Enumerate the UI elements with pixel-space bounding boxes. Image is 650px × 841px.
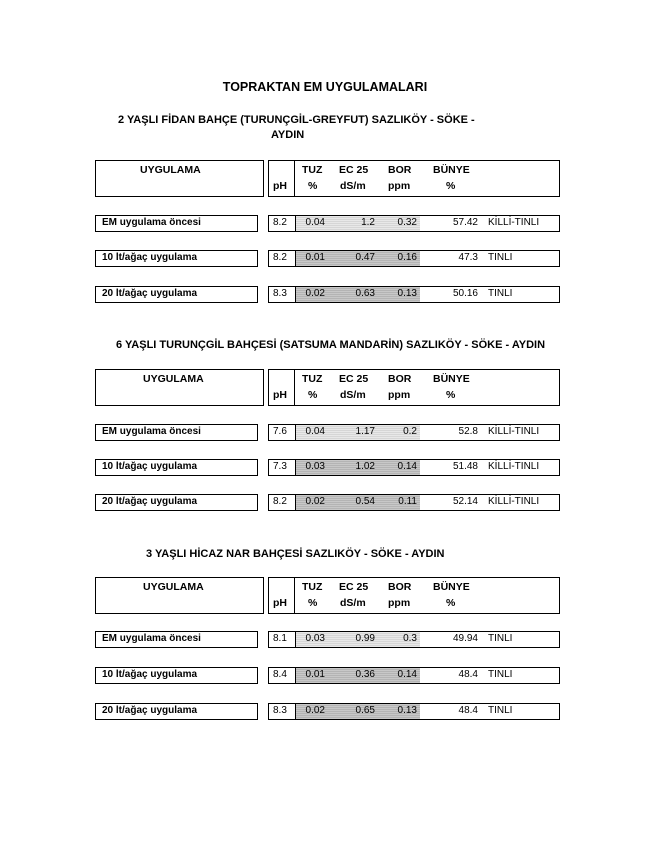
row-label: 20 lt/ağaç uygulama xyxy=(102,705,198,716)
cell-ec: 0.47 xyxy=(355,252,375,263)
cell-texture: KİLLİ-TINLI xyxy=(488,426,540,437)
header-tuz-unit: % xyxy=(308,389,318,401)
cell-bor: 0.13 xyxy=(397,288,417,299)
table-row-label-box xyxy=(95,631,258,648)
section-title: 3 YAŞLI HİCAZ NAR BAHÇESİ SAZLIKÖY - SÖKE - AYDIN xyxy=(146,548,445,560)
table-row-label-box xyxy=(95,424,258,441)
row-label: 10 lt/ağaç uygulama xyxy=(102,461,198,472)
header-tuz-unit: % xyxy=(308,180,318,192)
table-row-label-box xyxy=(95,286,258,303)
cell-texture: KİLLİ-TINLI xyxy=(488,461,540,472)
header-bor-unit: ppm xyxy=(388,180,411,192)
cell-bor: 0.14 xyxy=(397,461,417,472)
cell-bor: 0.3 xyxy=(403,633,417,644)
cell-tuz: 0.04 xyxy=(305,217,325,228)
header-bunye: BÜNYE xyxy=(433,581,470,593)
cell-tuz: 0.01 xyxy=(305,669,325,680)
page-title: TOPRAKTAN EM UYGULAMALARI xyxy=(222,80,428,94)
cell-tuz: 0.01 xyxy=(305,252,325,263)
table-row xyxy=(268,459,560,476)
header-tuz-unit: % xyxy=(308,597,318,609)
section-title-line2: AYDIN xyxy=(271,129,305,141)
row-label: EM uygulama öncesi xyxy=(102,217,201,228)
cell-ec: 0.36 xyxy=(355,669,375,680)
cell-tuz: 0.03 xyxy=(305,461,325,472)
header-bunye-unit: % xyxy=(446,180,456,192)
cell-tuz: 0.03 xyxy=(305,633,325,644)
table-row xyxy=(268,494,560,511)
table-row-label-box xyxy=(95,215,258,232)
header-uygulama: UYGULAMA xyxy=(140,164,201,176)
header-tuz: TUZ xyxy=(302,581,323,593)
table-row xyxy=(268,215,560,232)
cell-ec: 1.2 xyxy=(361,217,375,228)
header-divider xyxy=(294,577,295,614)
cell-bunye: 50.16 xyxy=(452,288,478,299)
cell-texture: KİLLİ-TINLI xyxy=(488,496,540,507)
header-bunye: BÜNYE xyxy=(433,164,470,176)
cell-bor: 0.13 xyxy=(397,705,417,716)
cell-ph: 8.1 xyxy=(273,633,287,644)
cell-bunye: 52.8 xyxy=(458,426,478,437)
header-bor: BOR xyxy=(388,164,412,176)
header-bor: BOR xyxy=(388,581,412,593)
table-row xyxy=(268,703,560,720)
header-divider xyxy=(294,160,295,197)
table-row xyxy=(268,424,560,441)
cell-bor: 0.16 xyxy=(397,252,417,263)
cell-ec: 1.02 xyxy=(355,461,375,472)
header-ec: EC 25 xyxy=(339,373,369,385)
table-row-label-box xyxy=(95,459,258,476)
header-bunye-unit: % xyxy=(446,597,456,609)
table-row xyxy=(268,667,560,684)
cell-bor: 0.32 xyxy=(397,217,417,228)
header-uygulama: UYGULAMA xyxy=(143,373,204,385)
cell-tuz: 0.02 xyxy=(305,496,325,507)
cell-ph: 7.6 xyxy=(273,426,287,437)
section-title: 2 YAŞLI FİDAN BAHÇE (TURUNÇGİL-GREYFUT) SAZLIKÖY - SÖKE - xyxy=(118,114,475,126)
header-divider xyxy=(294,369,295,406)
cell-ec: 0.65 xyxy=(355,705,375,716)
cell-texture: TINLI xyxy=(488,669,513,680)
cell-bunye: 51.48 xyxy=(452,461,478,472)
cell-ph: 8.2 xyxy=(273,252,287,263)
table-row xyxy=(268,286,560,303)
row-label: EM uygulama öncesi xyxy=(102,633,201,644)
cell-bunye: 48.4 xyxy=(458,669,478,680)
row-label: 10 lt/ağaç uygulama xyxy=(102,669,198,680)
cell-texture: KİLLİ-TINLI xyxy=(488,217,540,228)
cell-ph: 7.3 xyxy=(273,461,287,472)
cell-ec: 1.17 xyxy=(355,426,375,437)
cell-bor: 0.11 xyxy=(398,496,417,507)
header-ec-unit: dS/m xyxy=(340,389,366,401)
cell-bor: 0.14 xyxy=(397,669,417,680)
row-label: EM uygulama öncesi xyxy=(102,426,201,437)
cell-texture: TINLI xyxy=(488,252,513,263)
header-ph: pH xyxy=(273,597,287,609)
row-label: 20 lt/ağaç uygulama xyxy=(102,496,198,507)
cell-texture: TINLI xyxy=(488,633,513,644)
cell-texture: TINLI xyxy=(488,705,513,716)
table-row xyxy=(268,631,560,648)
cell-ec: 0.54 xyxy=(355,496,375,507)
cell-bor: 0.2 xyxy=(403,426,417,437)
header-ph: pH xyxy=(273,180,287,192)
header-ec: EC 25 xyxy=(339,164,369,176)
header-uygulama: UYGULAMA xyxy=(143,581,204,593)
header-bor-unit: ppm xyxy=(388,597,411,609)
cell-ec: 0.99 xyxy=(355,633,375,644)
cell-tuz: 0.04 xyxy=(305,426,325,437)
section-title: 6 YAŞLI TURUNÇGİL BAHÇESİ (SATSUMA MANDARİN) SAZLIKÖY - SÖKE - AYDIN xyxy=(116,339,546,351)
header-ec-unit: dS/m xyxy=(340,180,366,192)
table-row-label-box xyxy=(95,494,258,511)
cell-ph: 8.4 xyxy=(273,669,287,680)
table-row-label-box xyxy=(95,667,258,684)
cell-ph: 8.2 xyxy=(273,217,287,228)
cell-bunye: 49.94 xyxy=(452,633,478,644)
cell-ph: 8.2 xyxy=(273,496,287,507)
cell-ec: 0.63 xyxy=(355,288,375,299)
cell-bunye: 52.14 xyxy=(452,496,478,507)
row-label: 10 lt/ağaç uygulama xyxy=(102,252,198,263)
header-ec: EC 25 xyxy=(339,581,369,593)
cell-tuz: 0.02 xyxy=(305,288,325,299)
table-row-label-box xyxy=(95,703,258,720)
header-bor: BOR xyxy=(388,373,412,385)
cell-bunye: 48.4 xyxy=(458,705,478,716)
cell-tuz: 0.02 xyxy=(305,705,325,716)
cell-texture: TINLI xyxy=(488,288,513,299)
cell-ph: 8.3 xyxy=(273,288,287,299)
header-bunye: BÜNYE xyxy=(433,373,470,385)
cell-bunye: 57.42 xyxy=(452,217,478,228)
header-tuz: TUZ xyxy=(302,164,323,176)
header-ec-unit: dS/m xyxy=(340,597,366,609)
table-row-label-box xyxy=(95,250,258,267)
cell-ph: 8.3 xyxy=(273,705,287,716)
header-tuz: TUZ xyxy=(302,373,323,385)
header-bunye-unit: % xyxy=(446,389,456,401)
header-ph: pH xyxy=(273,389,287,401)
header-bor-unit: ppm xyxy=(388,389,411,401)
table-row xyxy=(268,250,560,267)
cell-bunye: 47.3 xyxy=(458,252,478,263)
row-label: 20 lt/ağaç uygulama xyxy=(102,288,198,299)
